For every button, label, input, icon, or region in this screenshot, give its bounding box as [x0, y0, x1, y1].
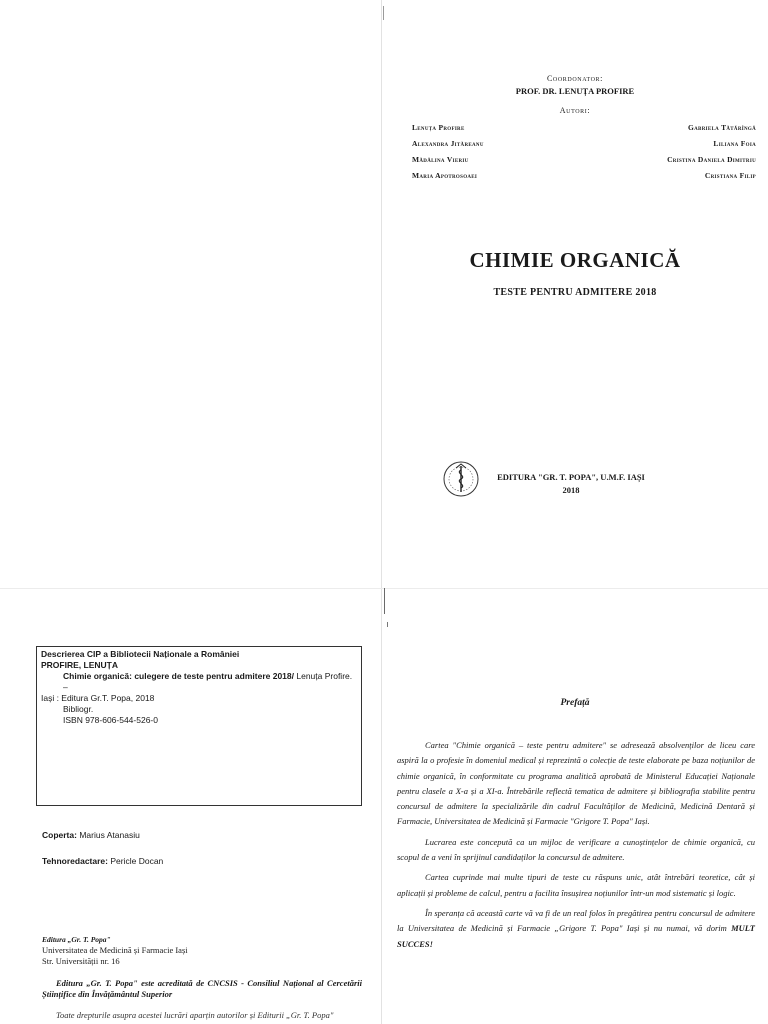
cip-author: PROFIRE, LENUȚA [41, 660, 118, 670]
cover-credit-name: Marius Atanasiu [79, 830, 140, 840]
cover-credit [42, 830, 140, 840]
cip-isbn: ISBN 978-606-544-526-0 [63, 715, 158, 725]
author-name: Lenuța Profire [412, 123, 465, 132]
publisher-brand: Editura „Gr. T. Popa" [42, 935, 111, 944]
scan-mark [383, 6, 384, 20]
preface-body [397, 738, 755, 952]
cip-heading: Descrierea CIP a Bibliotecii Naționale a României [41, 649, 240, 659]
typesetting-credit-name: Pericle Docan [110, 856, 164, 866]
author-name: Cristiana Filip [704, 171, 756, 180]
cip-work-title: Chimie organică: culegere de teste pentru admitere 2018/ [63, 671, 294, 681]
authors-list-left [412, 120, 484, 184]
publisher-address [42, 934, 188, 967]
scan-mark [384, 588, 385, 614]
publisher-name: EDITURA "GR. T. POPA", U.M.F. IAȘI [497, 472, 645, 482]
author-name: Alexandra Jităreanu [412, 139, 484, 148]
author-name: Liliana Foia [713, 139, 756, 148]
preface-title: Prefață [560, 698, 590, 708]
cip-work-line [41, 671, 357, 693]
publication-year: 2018 [562, 485, 580, 495]
publisher-street: Str. Universității nr. 16 [42, 956, 120, 966]
book-subtitle: TESTE PENTRU ADMITERE 2018 [493, 287, 657, 298]
coordinator-name: PROF. DR. LENUȚA PROFIRE [515, 86, 635, 96]
author-name: Mădălina Vieriu [412, 155, 469, 164]
authors-list-right [667, 120, 756, 184]
preface-closing-paragraph [397, 906, 755, 952]
typesetting-credit [42, 856, 163, 866]
cip-bibliography: Bibliogr. [63, 704, 94, 714]
preface-paragraph: Lucrarea este concepută ca un mijloc de verificare a cunoștințelor de chimie organică, cu scopul de a veni în sprijinul candidaților la concursul de admitere. [397, 836, 755, 863]
book-title: CHIMIE ORGANICĂ [469, 248, 681, 272]
page-fold-vertical [381, 0, 382, 1024]
cover-credit-label: Coperta: [42, 830, 77, 840]
publisher-seal-icon [440, 455, 482, 503]
preface-paragraph: Cartea "Chimie organică – teste pentru admitere" se adresează absolvenților de liceu care aspiră la o profesie în domeniul medical și reprezintă o colecție de teste elaborate pe baza noțiunilor de chimie organică, în conformitate cu programa analitică aprobată de Ministerul Educației Naționale pentru clasele a X-a și a XI-a. Întrebările reflectă tematica de admitere și bibliografia stabilite pentru concursul de admitere la specializările din cadrul Facultăților de Medicină, Medicină Dentară și Farmacie, Universitatea de Medicină și Farmacie "Grigore T. Popa" Iași. [397, 740, 755, 827]
publisher-university: Universitatea de Medicină și Farmacie Iași [42, 945, 188, 955]
cip-description-box [36, 646, 362, 806]
preface-closing-text: În speranța că această carte vă va fi de un real folos în pregătirea pentru concursul de admitere la Universitatea de Medicină și Farmacie „Grigore T. Popa" Iași și nu numai, vă dorim [397, 907, 755, 934]
typesetting-credit-label: Tehnoredactare: [42, 856, 108, 866]
cip-work-author: Lenuța Profire. – [63, 671, 353, 692]
author-name: Cristina Daniela Dimitriu [667, 155, 756, 164]
rights-statement: Toate drepturile asupra acestei lucrări aparțin autorilor și Editurii „Gr. T. Popa" [56, 1010, 334, 1020]
author-name: Maria Apotrosoaei [412, 171, 478, 180]
authors-label: Autori: [559, 106, 591, 115]
cip-imprint: Iași : Editura Gr.T. Popa, 2018 [41, 693, 155, 703]
preface-paragraph: Cartea cuprinde mai multe tipuri de teste cu răspuns unic, atât întrebări teoretice, cât și aplicații și probleme de calcul, pentru a facilita însușirea noțiunilor într-un mod sistematic și logic. [397, 872, 755, 898]
accreditation-statement: Editura „Gr. T. Popa" este acreditată de CNCSIS - Consiliul Național al Cercetării Științifice din Învățământul Superior [42, 978, 362, 999]
coordinator-label: Coordonator: [547, 74, 603, 83]
preface-closing-bold: MULT SUCCES! [397, 923, 755, 949]
scan-mark [387, 622, 388, 627]
author-name: Gabriela Tătărîngă [688, 123, 756, 132]
